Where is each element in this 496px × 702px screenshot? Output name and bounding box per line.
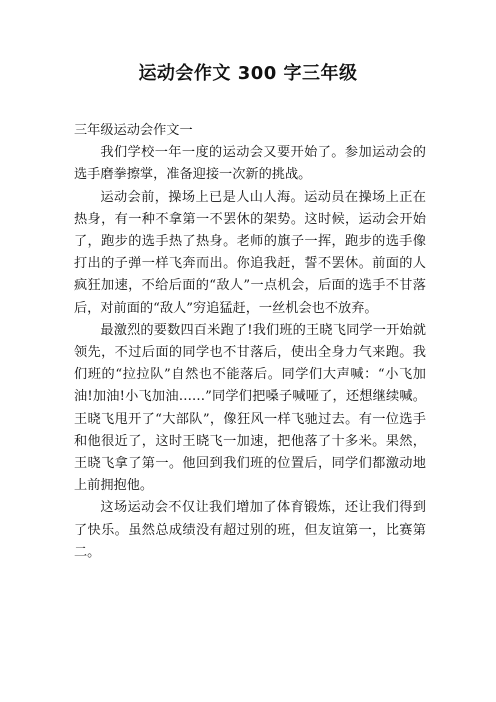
section-subheading: 三年级运动会作文一 <box>74 123 193 138</box>
document-title: 运动会作文 300 字三年级 <box>138 63 358 84</box>
paragraph: 我们学校一年一度的运动会又要开始了。参加运动会的选手磨拳擦掌，准备迎接一次新的挑战。 <box>74 145 426 183</box>
paragraph: 运动会前，操场上已是人山人海。运动员在操场上正在热身，有一种不拿第一不罢休的架势。这时候，运动会开始了，跑步的选手热了热身。老师的旗子一挥，跑步的选手像打出的子弹一样飞奔而出。你追我赶，誓不罢休。前面的人疯狂加速，不给后面的“敌人”一点机会，后面的选手不甘落后，对前面的“敌人”穷追猛赶，一丝机会也不放弃。 <box>74 189 426 316</box>
paragraph: 这场运动会不仅让我们增加了体育锻炼，还让我们得到了快乐。虽然总成绩没有超过别的班，但友谊第一，比赛第二。 <box>74 500 426 560</box>
document-body <box>74 120 426 564</box>
paragraph: 最激烈的要数四百米跑了!我们班的王晓飞同学一开始就领先，不过后面的同学也不甘落后，使出全身力气来跑。我们班的“拉拉队”自然也不能落后。同学们大声喊：“小飞加油!加油!小飞加油……”同学们把嗓子喊哑了，还想继续喊。王晓飞甩开了“大部队”，像狂风一样飞驰过去。有一位选手和他很近了，这时王晓飞一加速，把他落了十多米。果然，王晓飞拿了第一。他回到我们班的位置后，同学们都激动地上前拥抱他。 <box>74 322 426 494</box>
